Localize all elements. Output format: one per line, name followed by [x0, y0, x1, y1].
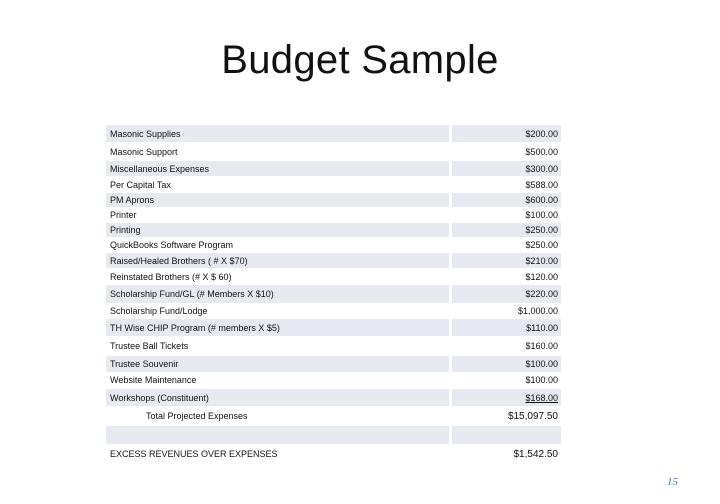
row-label: Masonic Support	[110, 146, 178, 157]
table-row	[106, 337, 561, 355]
table-row	[106, 223, 561, 237]
row-label: Per Capital Tax	[110, 179, 171, 190]
row-label: Raised/Healed Brothers ( # X $70)	[106, 253, 449, 268]
row-label: Trustee Ball Tickets	[110, 341, 189, 351]
excess-amount: $1,542.50	[513, 448, 558, 460]
row-amount: $100.00	[525, 375, 558, 385]
row-label: Printing	[106, 223, 449, 237]
total-amount: $15,097.50	[507, 410, 558, 422]
row-label: QuickBooks Software Program	[110, 240, 234, 250]
table-row	[106, 303, 561, 319]
table-row	[106, 144, 561, 159]
row-label: Printer	[110, 210, 137, 220]
row-amount: $500.00	[525, 146, 558, 157]
row-amount: $210.00	[452, 253, 561, 268]
row-amount: $100.00	[525, 210, 558, 220]
row-label: Website Maintenance	[110, 375, 197, 385]
row-label: Trustee Souvenir	[106, 356, 449, 372]
table-row	[106, 161, 561, 176]
row-label: TH Wise CHIP Program (# members X $5)	[106, 319, 449, 336]
total-row	[106, 407, 561, 425]
blank-row	[106, 426, 561, 444]
table-row	[106, 125, 561, 142]
row-amount: $1,000.00	[517, 306, 558, 316]
row-amount: $220.00	[452, 285, 561, 303]
table-row	[106, 319, 561, 336]
row-amount: $588.00	[525, 179, 558, 190]
row-label: Miscellaneous Expenses	[106, 161, 449, 176]
table-row	[106, 177, 561, 192]
page-number: 15	[667, 476, 678, 488]
slide-title: Budget Sample	[221, 38, 499, 82]
row-label: Scholarship Fund/Lodge	[110, 306, 208, 316]
row-label: Workshops (Constituent)	[106, 389, 449, 406]
row-amount: $160.00	[525, 341, 558, 351]
row-amount	[452, 389, 561, 406]
table-row	[106, 389, 561, 406]
table-row	[106, 356, 561, 372]
excess-row	[106, 444, 561, 464]
row-amount: $110.00	[452, 319, 561, 336]
row-label: Masonic Supplies	[106, 125, 449, 142]
blank-amount	[452, 426, 561, 444]
table-row	[106, 208, 561, 222]
table-row	[106, 268, 561, 285]
row-label: PM Aprons	[106, 193, 449, 207]
row-amount: $250.00	[525, 240, 558, 250]
table-row	[106, 238, 561, 252]
row-amount: $120.00	[525, 271, 558, 282]
row-label: Scholarship Fund/GL (# Members X $10)	[106, 285, 449, 303]
table-row	[106, 285, 561, 303]
blank-label	[106, 426, 449, 444]
excess-label: EXCESS REVENUES OVER EXPENSES	[110, 449, 278, 459]
table-row	[106, 372, 561, 388]
row-label: Reinstated Brothers (# X $ 60)	[110, 271, 232, 282]
row-amount: $600.00	[452, 193, 561, 207]
row-amount: $100.00	[452, 356, 561, 372]
row-amount: $250.00	[452, 223, 561, 237]
table-row	[106, 193, 561, 207]
total-label: Total Projected Expenses	[146, 411, 248, 421]
row-amount: $300.00	[452, 161, 561, 176]
row-amount: $200.00	[452, 125, 561, 142]
table-row	[106, 253, 561, 268]
row-amount-value: $168.00	[525, 392, 558, 403]
